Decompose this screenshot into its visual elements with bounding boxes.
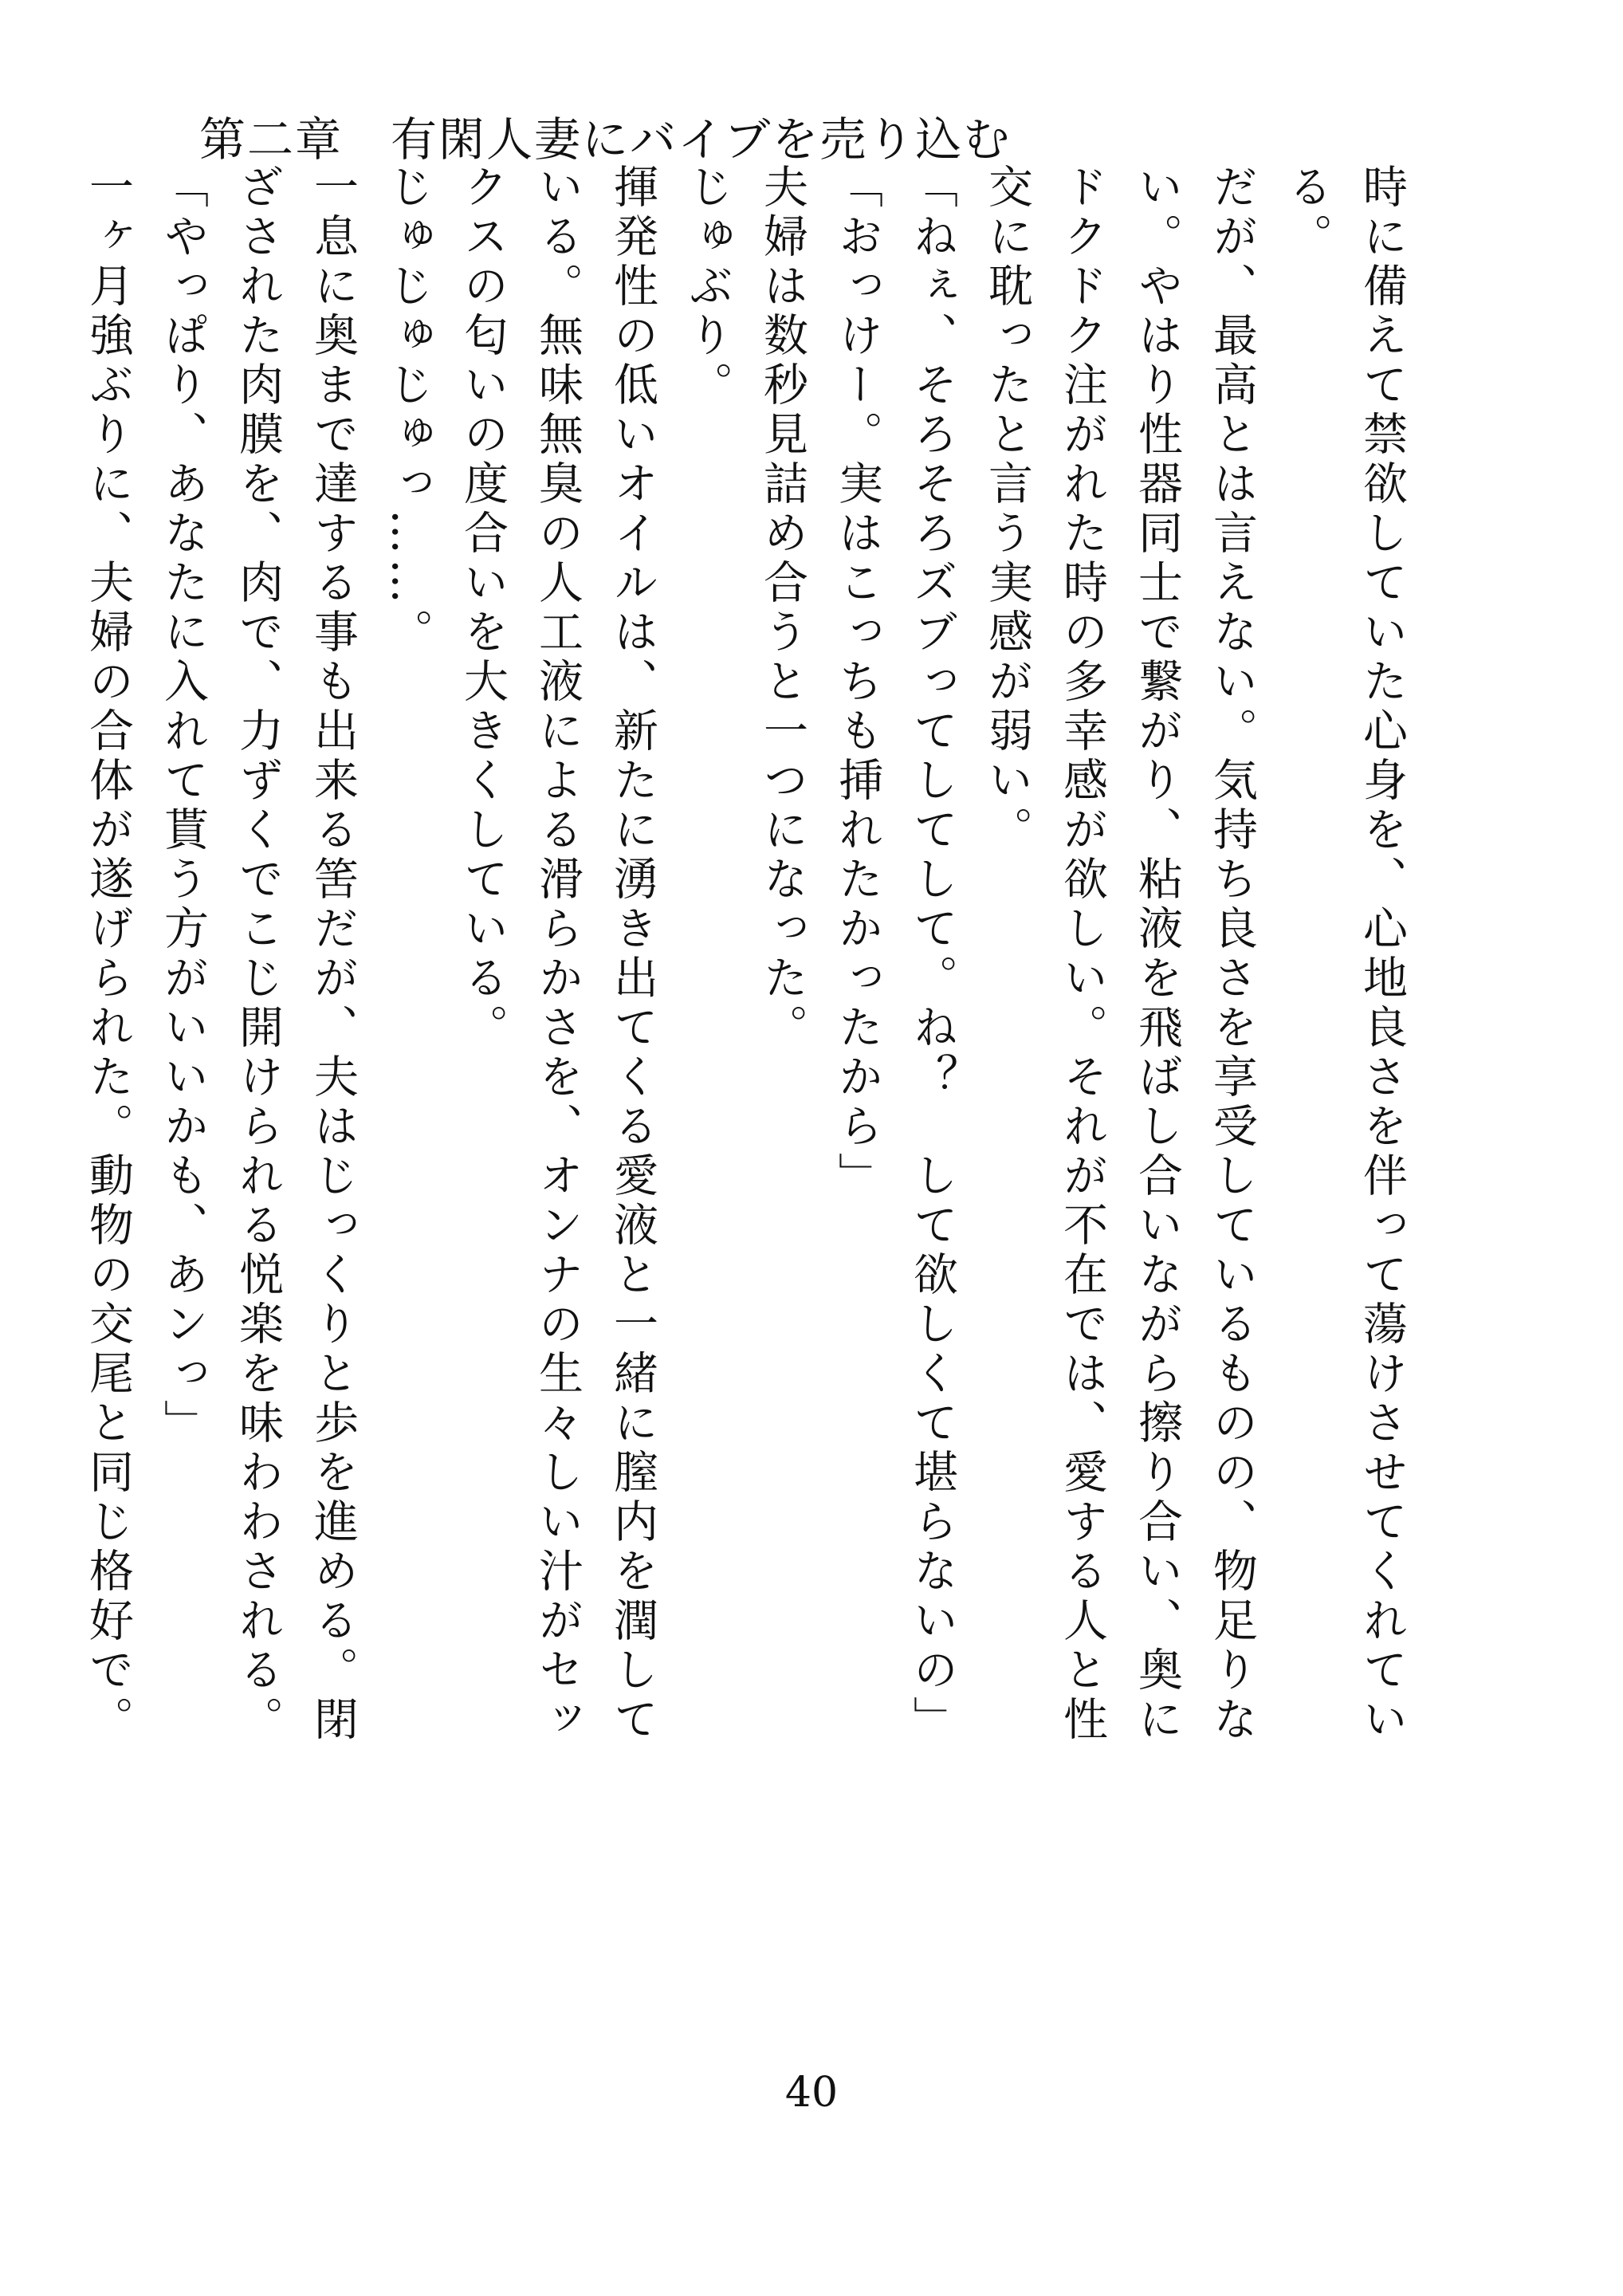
chapter-title: 第二章 有閑人妻にバイブを売り込む — [199, 112, 1012, 167]
page-number: 40 — [784, 2069, 839, 2117]
paragraph: 一息に奥まで達する事も出来る筈だが、夫はじっくりと歩を進める。閉ざされた肉膜を、肉で、力ずくでこじ開けられる悦楽を味わわされる。 — [232, 163, 359, 1745]
paragraph: 「やっぱり、あなたに入れて貰う方がいいかも、あンっ」 — [157, 163, 209, 1449]
paragraph: じゅじゅじゅっ……。 — [382, 163, 434, 658]
paragraph: 揮発性の低いオイルは、新たに湧き出てくる愛液と一緒に膣内を潤している。無味無臭の人工液による滑らかさを、オンナの生々しい汁がセックスの匂いの度合いを大きくしている。 — [457, 163, 658, 1745]
paragraph: 時に備えて禁欲していた心身を、心地良さを伴って蕩けさせてくれている。 — [1281, 163, 1408, 1745]
paragraph: だが、最高とは言えない。気持ち良さを享受しているものの、物足りない。やはり性器同士で繋がり、粘液を飛ばし合いながら擦り合い、奥にドクドク注がれた時の多幸感が欲しい。それが不在では、愛する人と性交に耽ったと言う実感が弱い。 — [981, 163, 1258, 1745]
paragraph: 夫婦は数秒見詰め合うと一つになった。 — [756, 163, 808, 1053]
body-text — [82, 163, 1419, 1758]
paragraph: 「おっけー。実はこっちも挿れたかったから」 — [831, 163, 883, 1201]
paragraph: 「ねぇ、そろそろズブってしてして。ね？ して欲しくて堪らないの」 — [906, 163, 958, 1745]
paragraph: じゅぶり。 — [682, 163, 733, 411]
paragraph: 一ヶ月強ぶりに、夫婦の合体が遂げられた。動物の交尾と同じ格好で。 — [82, 163, 134, 1745]
